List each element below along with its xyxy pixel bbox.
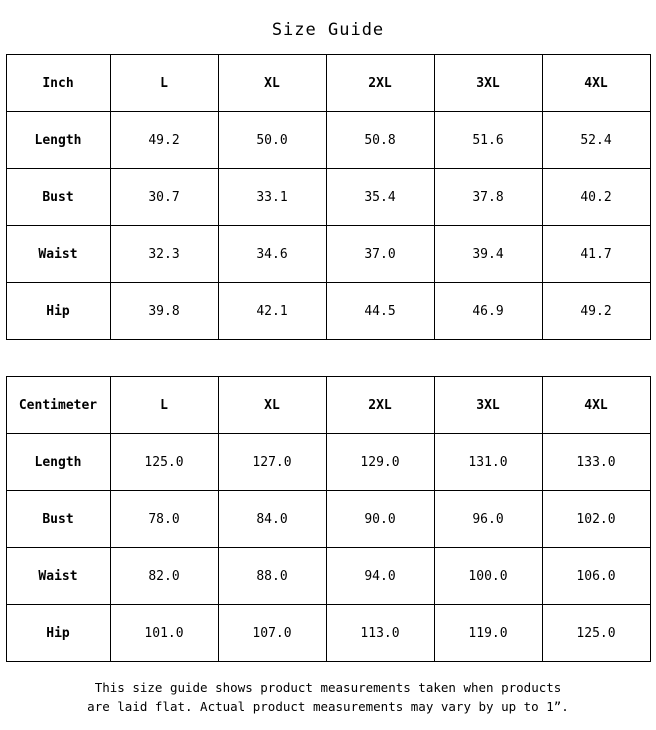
table-cell: 32.3 (110, 226, 218, 283)
footnote (28, 662, 628, 717)
table-cell: 42.1 (218, 283, 326, 340)
column-header-size: L (110, 55, 218, 112)
column-header-size: 4XL (542, 55, 650, 112)
footnote-line-2: are laid flat. Actual product measurements may vary by up to 1”. (87, 699, 569, 715)
table-row (6, 434, 650, 491)
table-cell: 125.0 (110, 434, 218, 491)
table-cell: 127.0 (218, 434, 326, 491)
table-cell: 102.0 (542, 491, 650, 548)
column-header-size: XL (218, 377, 326, 434)
table-cell: 90.0 (326, 491, 434, 548)
column-header-size: L (110, 377, 218, 434)
table-cell: 52.4 (542, 112, 650, 169)
row-label: Bust (6, 491, 110, 548)
table-row (6, 283, 650, 340)
column-header-size: XL (218, 55, 326, 112)
table-cell: 50.8 (326, 112, 434, 169)
table-cell: 34.6 (218, 226, 326, 283)
table-row (6, 491, 650, 548)
table-cell: 51.6 (434, 112, 542, 169)
table-cell: 82.0 (110, 548, 218, 605)
table-row (6, 548, 650, 605)
table-cell: 33.1 (218, 169, 326, 226)
table-cell: 35.4 (326, 169, 434, 226)
table-cell: 119.0 (434, 605, 542, 662)
table-cell: 106.0 (542, 548, 650, 605)
table-header-row (6, 377, 650, 434)
column-header-size: 2XL (326, 377, 434, 434)
table-row (6, 226, 650, 283)
table-cell: 96.0 (434, 491, 542, 548)
table-cell: 44.5 (326, 283, 434, 340)
table-cell: 78.0 (110, 491, 218, 548)
size-table-inch (6, 54, 651, 340)
table-cell: 46.9 (434, 283, 542, 340)
column-header-size: 2XL (326, 55, 434, 112)
table-cell: 107.0 (218, 605, 326, 662)
table-cell: 84.0 (218, 491, 326, 548)
table-cell: 37.0 (326, 226, 434, 283)
table-cell: 101.0 (110, 605, 218, 662)
table-cell: 30.7 (110, 169, 218, 226)
table-cell: 100.0 (434, 548, 542, 605)
table-header-row (6, 55, 650, 112)
table-row (6, 112, 650, 169)
table-cell: 39.8 (110, 283, 218, 340)
row-label: Hip (6, 605, 110, 662)
row-label: Waist (6, 226, 110, 283)
row-label: Hip (6, 283, 110, 340)
unit-label-inch: Inch (6, 55, 110, 112)
table-row (6, 169, 650, 226)
table-cell: 50.0 (218, 112, 326, 169)
table-row (6, 605, 650, 662)
page-title: Size Guide (271, 20, 385, 40)
table-cell: 40.2 (542, 169, 650, 226)
table-cell: 133.0 (542, 434, 650, 491)
column-header-size: 4XL (542, 377, 650, 434)
table-cell: 113.0 (326, 605, 434, 662)
row-label: Bust (6, 169, 110, 226)
table-cell: 131.0 (434, 434, 542, 491)
row-label: Waist (6, 548, 110, 605)
table-cell: 88.0 (218, 548, 326, 605)
table-cell: 39.4 (434, 226, 542, 283)
size-table-centimeter (6, 376, 651, 662)
row-label: Length (6, 434, 110, 491)
table-cell: 94.0 (326, 548, 434, 605)
column-header-size: 3XL (434, 55, 542, 112)
table-cell: 41.7 (542, 226, 650, 283)
footnote-line-1: This size guide shows product measurements taken when products (94, 680, 562, 695)
table-cell: 129.0 (326, 434, 434, 491)
table-cell: 49.2 (110, 112, 218, 169)
unit-label-centimeter: Centimeter (6, 377, 110, 434)
table-cell: 37.8 (434, 169, 542, 226)
row-label: Length (6, 112, 110, 169)
column-header-size: 3XL (434, 377, 542, 434)
table-cell: 49.2 (542, 283, 650, 340)
table-cell: 125.0 (542, 605, 650, 662)
table-separator (6, 340, 650, 376)
